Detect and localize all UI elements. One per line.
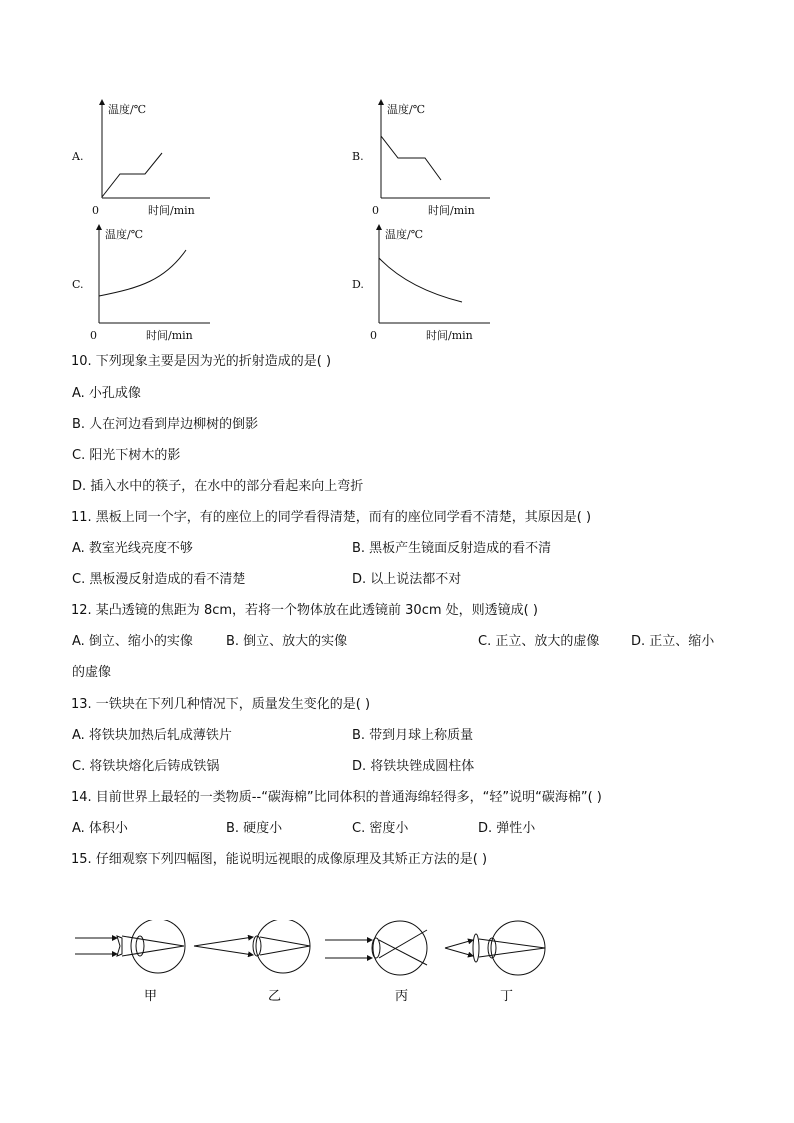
graph-label: B. [352,150,364,163]
eyeball [131,920,185,973]
x-axis-label: 时间/min [148,204,195,217]
temperature-curve [102,153,162,197]
q10-option-a[interactable]: A. 小孔成像 [72,386,141,401]
diagram-jia [75,920,185,1004]
origin-label: 0 [372,204,379,217]
q13-stem: 13. 一铁块在下列几种情况下，质量发生变化的是( ) [71,697,371,712]
q10-option-c[interactable]: C. 阳光下树木的影 [72,448,181,463]
q13-option-d[interactable]: D. 将铁块锉成圆柱体 [352,759,475,774]
q11-option-c[interactable]: C. 黑板漫反射造成的看不清楚 [72,572,246,587]
label-yi: 乙 [268,989,282,1004]
q14-option-d[interactable]: D. 弹性小 [478,821,536,836]
x-axis-label: 时间/min [146,329,193,342]
y-axis-label: 温度/℃ [385,228,424,241]
origin-label: 0 [92,204,99,217]
eye-diagrams [70,920,570,1014]
q11-option-b[interactable]: B. 黑板产生镜面反射造成的看不清 [352,541,552,556]
graph-a [70,98,220,220]
q12-option-d-continued: 的虚像 [72,665,112,680]
x-axis-label: 时间/min [428,204,475,217]
q10-option-b[interactable]: B. 人在河边看到岸边柳树的倒影 [72,417,259,432]
label-bing: 丙 [395,989,409,1004]
q11-option-d[interactable]: D. 以上说法都不对 [352,572,462,587]
diagram-ding [445,921,545,1004]
q14-option-a[interactable]: A. 体积小 [72,821,128,836]
graph-a-svg [70,98,220,220]
origin-label: 0 [90,329,97,342]
eyeball [256,920,310,973]
diagram-bing [325,921,427,1004]
concave-lens [117,936,122,956]
q13-option-a[interactable]: A. 将铁块加热后轧成薄铁片 [72,728,232,743]
label-jia: 甲 [144,989,158,1004]
q14-option-c[interactable]: C. 密度小 [352,821,409,836]
eyeball [373,921,427,975]
q13-option-b[interactable]: B. 带到月球上称质量 [352,728,474,743]
q12-option-d[interactable]: D. 正立、缩小 [631,634,715,649]
label-ding: 丁 [500,989,514,1004]
q12-stem: 12. 某凸透镜的焦距为 8cm，若将一个物体放在此透镜前 30cm 处，则透镜成( ) [71,603,538,618]
q14-stem: 14. 目前世界上最轻的一类物质--“碳海棉”比同体积的普通海绵轻得多，“轻”说明“碳海棉”( ) [71,790,602,805]
eye-diagrams-svg [70,920,570,1010]
q10-stem: 10. 下列现象主要是因为光的折射造成的是( ) [71,354,332,369]
temperature-curve [379,258,462,302]
graph-d [350,222,500,344]
q11-stem: 11. 黑板上同一个字，有的座位上的同学看得清楚，而有的座位同学看不清楚，其原因是( ) [71,510,592,525]
y-axis-label: 温度/℃ [387,103,426,116]
graph-d-svg [350,222,500,344]
y-axis-label: 温度/℃ [108,103,147,116]
y-axis-label: 温度/℃ [105,228,144,241]
graph-b [350,98,500,220]
origin-label: 0 [370,329,377,342]
q14-option-b[interactable]: B. 硬度小 [226,821,283,836]
eyeball [491,921,545,975]
q12-option-a[interactable]: A. 倒立、缩小的实像 [72,634,193,649]
temperature-curve [99,250,186,296]
graph-c-svg [70,222,220,344]
q10-option-d[interactable]: D. 插入水中的筷子，在水中的部分看起来向上弯折 [72,479,364,494]
q13-option-c[interactable]: C. 将铁块熔化后铸成铁锅 [72,759,220,774]
q11-option-a[interactable]: A. 教室光线亮度不够 [72,541,193,556]
graph-label: D. [352,278,364,291]
q15-stem: 15. 仔细观察下列四幅图，能说明远视眼的成像原理及其矫正方法的是( ) [71,852,488,867]
graph-b-svg [350,98,500,220]
x-axis-label: 时间/min [426,329,473,342]
graph-label: C. [72,278,84,291]
graph-c [70,222,220,344]
graph-label: A. [72,150,84,163]
q12-option-b[interactable]: B. 倒立、放大的实像 [226,634,348,649]
diagram-yi [194,920,310,1004]
temperature-curve [381,136,441,180]
convex-lens [473,934,479,962]
q12-option-c[interactable]: C. 正立、放大的虚像 [478,634,600,649]
